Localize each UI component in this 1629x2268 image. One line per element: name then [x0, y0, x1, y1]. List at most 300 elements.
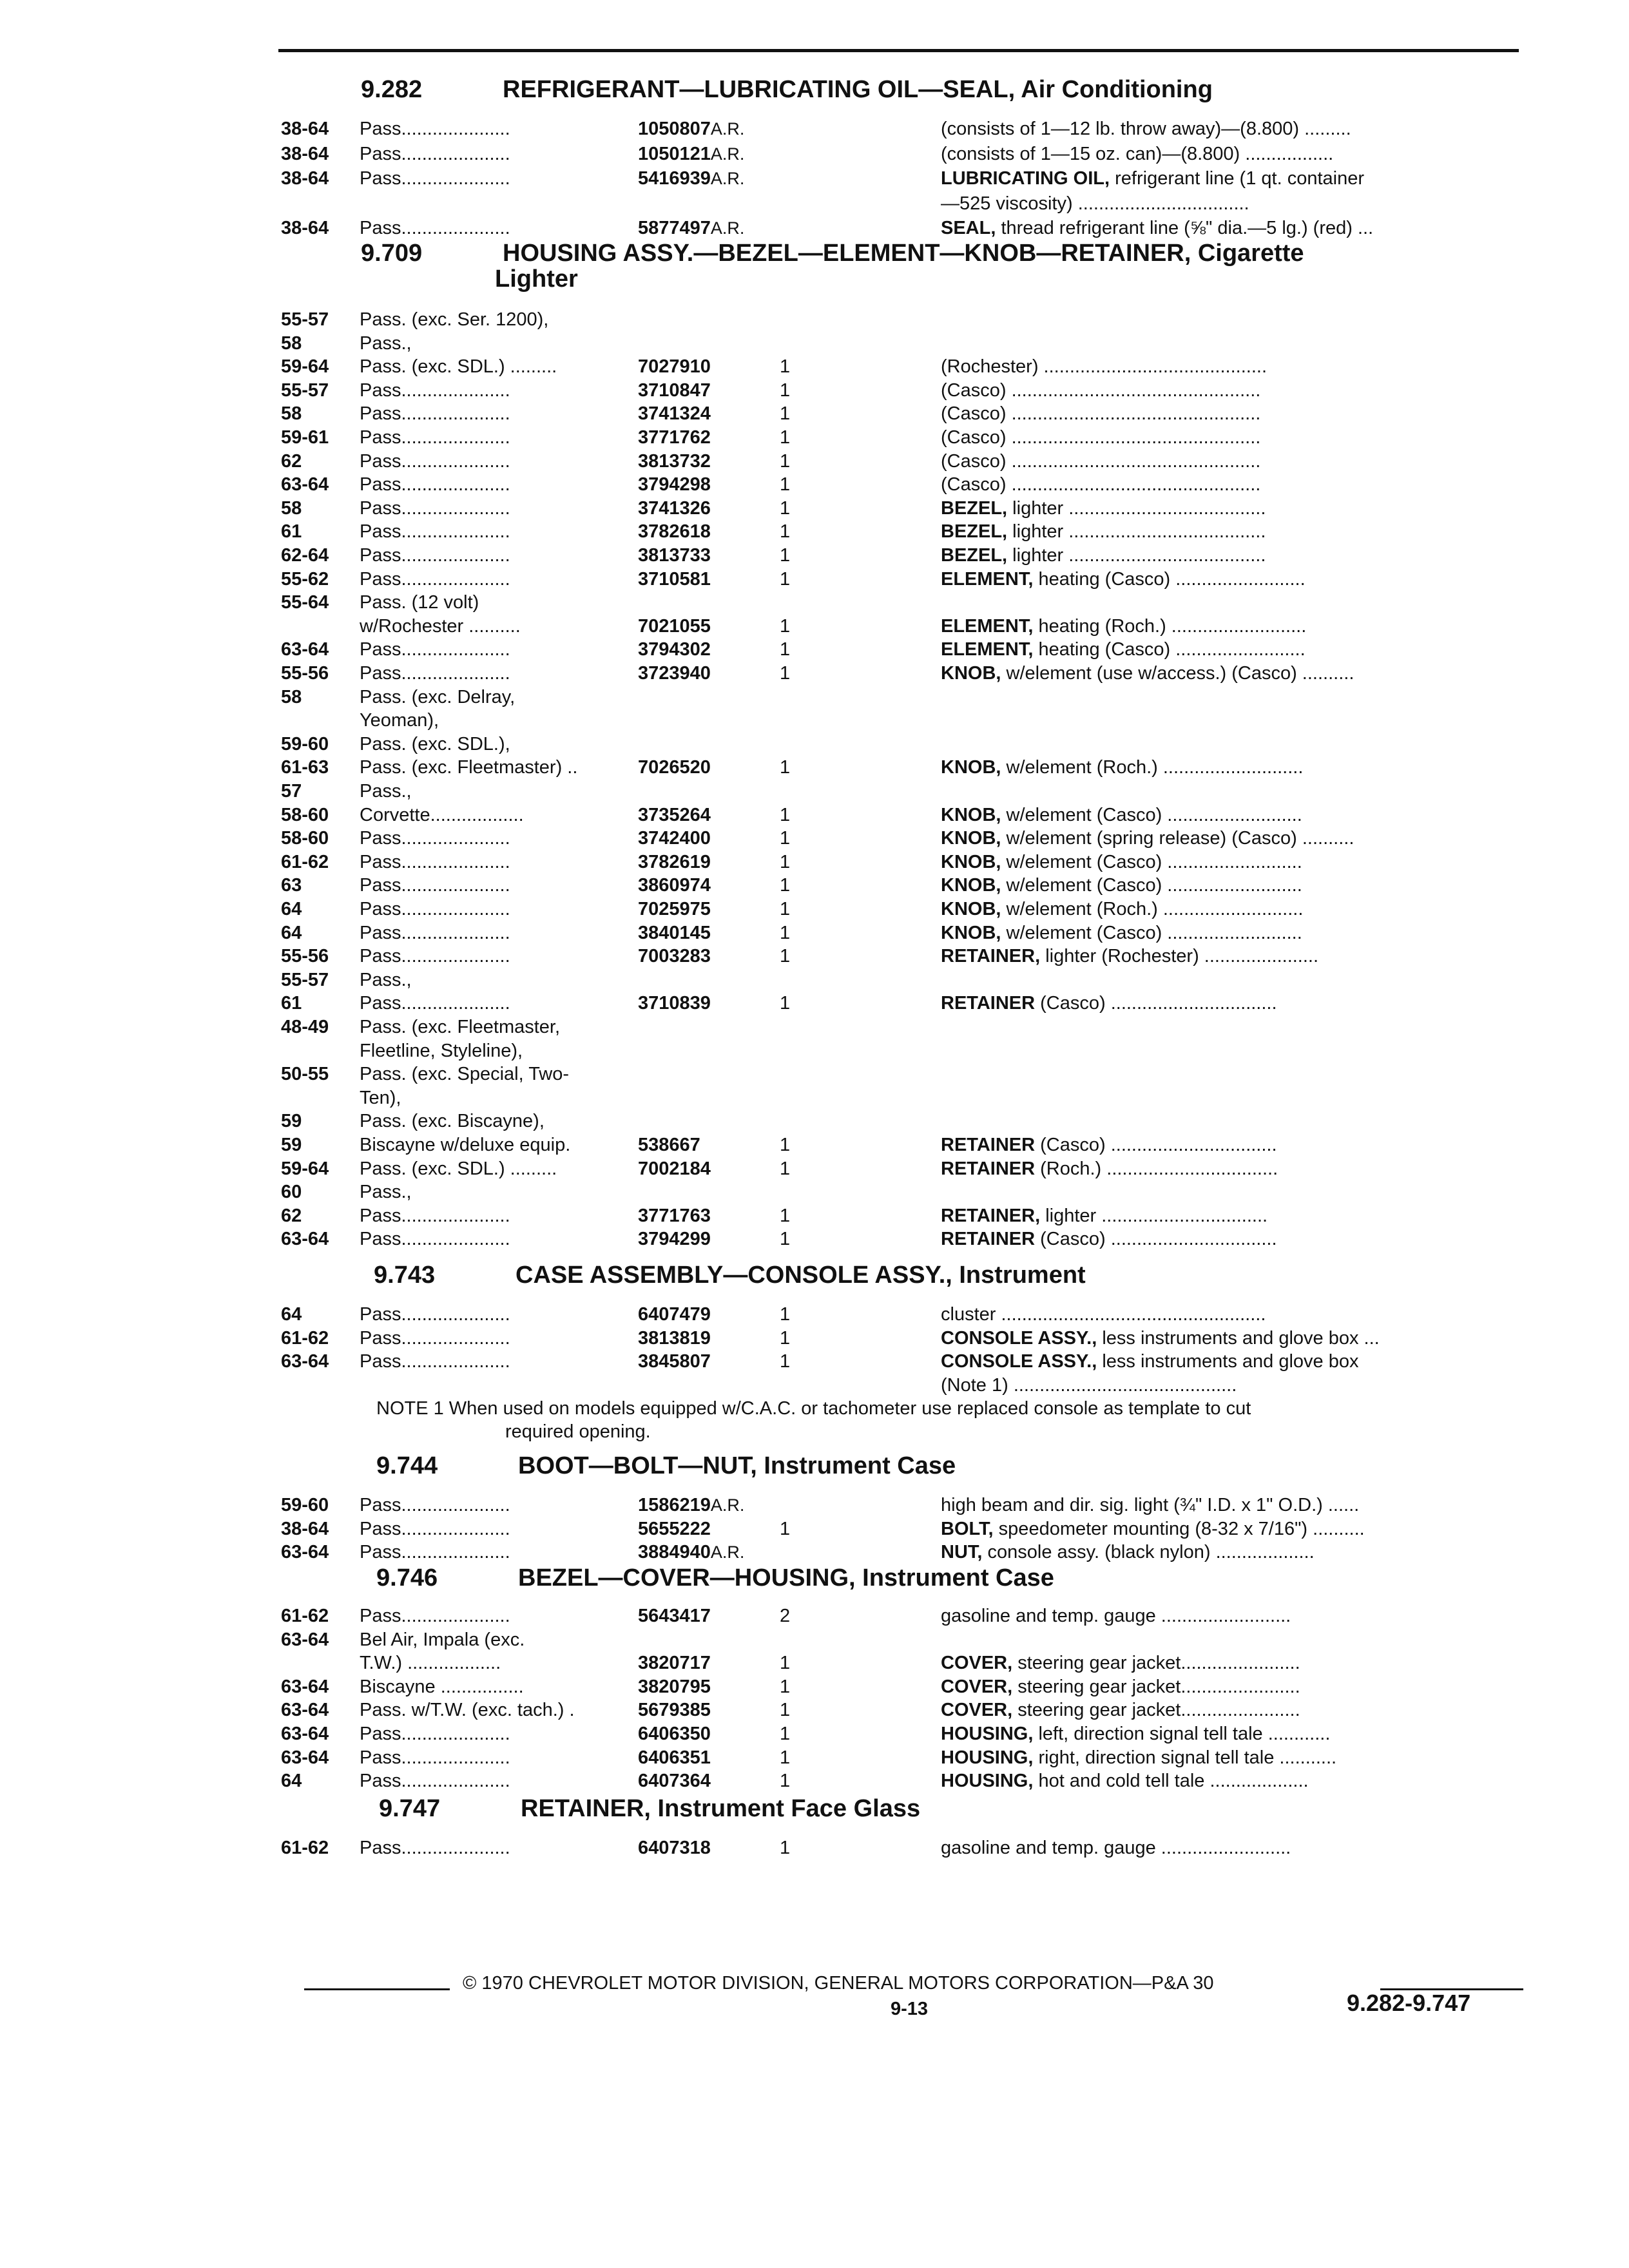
model-description: Pass..................... — [360, 545, 510, 566]
parts-row — [0, 1327, 1629, 1350]
parts-row — [0, 332, 1629, 355]
model-description: Pass..................... — [360, 521, 510, 542]
parts-row — [0, 638, 1629, 661]
model-year: 61 — [281, 993, 302, 1014]
part-description — [941, 827, 1521, 850]
part-detail: w/element (use w/access.) (Casco) .......... — [1001, 663, 1354, 684]
part-description — [941, 426, 1521, 449]
model-description: Pass..................... — [360, 1838, 510, 1858]
model-description: Pass. (exc. Fleetmaster) .. — [360, 757, 578, 778]
model-description: Pass., — [360, 1182, 412, 1202]
parts-row — [0, 662, 1629, 685]
quantity: 1 — [780, 1135, 791, 1155]
part-number — [638, 1746, 793, 1769]
model-description: Pass..................... — [360, 119, 510, 139]
parts-row — [0, 780, 1629, 803]
part-description — [941, 1303, 1521, 1326]
part-name: KNOB, — [941, 852, 1001, 872]
part-detail: w/element (Roch.) ........................... — [1001, 757, 1304, 778]
part-number-value: 3840145 — [638, 923, 711, 943]
model-year: 48-49 — [281, 1017, 329, 1037]
model-year: 38-64 — [281, 168, 329, 189]
part-number-value: 7025975 — [638, 899, 711, 919]
model-description: Pass. (12 volt) — [360, 592, 479, 613]
parts-row — [0, 1062, 1629, 1086]
model-year: 63-64 — [281, 1542, 329, 1562]
model-description: Pass. (exc. Ser. 1200), — [360, 309, 549, 330]
part-detail: (Casco) ................................................ — [941, 474, 1261, 495]
model-year: 59-60 — [281, 734, 329, 754]
parts-row — [0, 1086, 1629, 1110]
part-description — [941, 142, 1521, 166]
model-description: Pass..................... — [360, 1606, 510, 1626]
model-year: 63-64 — [281, 1629, 329, 1650]
model-description: Pass..................... — [360, 474, 510, 495]
part-number-value: 6407479 — [638, 1304, 711, 1325]
model-year: 64 — [281, 923, 302, 943]
parts-row — [0, 402, 1629, 425]
model-description: Pass. (exc. Special, Two- — [360, 1064, 570, 1084]
model-description: Fleetline, Styleline), — [360, 1041, 523, 1061]
model-year: 63-64 — [281, 1229, 329, 1249]
section-range: 9.282-9.747 — [1347, 1990, 1471, 2016]
part-number-value: 3771763 — [638, 1206, 711, 1226]
section-header — [361, 240, 1304, 265]
parts-row — [0, 992, 1629, 1015]
part-number — [638, 662, 793, 685]
part-number-value: 7002184 — [638, 1158, 711, 1179]
model-description: Pass., — [360, 781, 412, 802]
parts-row — [0, 1180, 1629, 1204]
part-name: HOUSING, — [941, 1771, 1034, 1791]
parts-row — [0, 1350, 1629, 1373]
parts-row — [0, 497, 1629, 520]
part-detail: less instruments and glove box ... — [1097, 1328, 1380, 1349]
part-number — [638, 1722, 793, 1745]
part-number-value: 3741326 — [638, 498, 711, 519]
model-description: Pass., — [360, 970, 412, 990]
part-description — [941, 167, 1521, 190]
part-number-value: 6406351 — [638, 1747, 711, 1768]
part-name: COVER, — [941, 1700, 1013, 1720]
part-number-value: 7027910 — [638, 356, 711, 377]
as-required-marker: A.R. — [710, 119, 745, 139]
part-description — [941, 1227, 1521, 1251]
parts-row — [0, 308, 1629, 331]
model-year: 55-62 — [281, 569, 329, 590]
part-number — [638, 1204, 793, 1227]
quantity: 1 — [780, 1328, 791, 1349]
part-number — [638, 1227, 793, 1251]
quantity: 1 — [780, 875, 791, 896]
part-number — [638, 1651, 793, 1675]
model-description: Pass..................... — [360, 899, 510, 919]
part-detail: w/element (Roch.) ........................... — [1001, 899, 1304, 919]
model-description: Pass..................... — [360, 1771, 510, 1791]
parts-row — [0, 850, 1629, 874]
parts-row — [0, 1836, 1629, 1860]
part-number — [638, 497, 793, 520]
part-number-value: 3860974 — [638, 875, 711, 896]
model-description: Pass..................... — [360, 993, 510, 1014]
part-detail: lighter ...................................... — [1007, 521, 1266, 542]
model-year: 38-64 — [281, 119, 329, 139]
model-description: Pass..................... — [360, 1229, 510, 1249]
part-number-value: 3782618 — [638, 521, 711, 542]
part-name: ELEMENT, — [941, 569, 1034, 590]
model-year: 38-64 — [281, 218, 329, 238]
model-description: Pass..................... — [360, 498, 510, 519]
model-year: 58 — [281, 403, 302, 424]
section-title: BOOT—BOLT—NUT, Instrument Case — [518, 1452, 956, 1479]
part-number — [638, 827, 793, 850]
part-detail: heating (Roch.) .......................... — [1033, 616, 1307, 637]
quantity: 1 — [780, 1838, 791, 1858]
part-number — [638, 803, 793, 827]
model-year: 63-64 — [281, 639, 329, 660]
part-number — [638, 1769, 793, 1792]
part-number-value: 3794298 — [638, 474, 711, 495]
parts-row — [0, 733, 1629, 756]
model-year: 62 — [281, 1206, 302, 1226]
model-description: Corvette.................. — [360, 805, 524, 825]
part-detail: less instruments and glove box — [1097, 1351, 1359, 1372]
part-number — [638, 1541, 793, 1564]
part-description — [941, 874, 1521, 897]
quantity: 1 — [780, 403, 791, 424]
part-name: RETAINER, — [941, 1206, 1041, 1226]
model-year: 61-62 — [281, 1838, 329, 1858]
parts-row — [0, 1604, 1629, 1628]
part-name: KNOB, — [941, 663, 1001, 684]
model-description: Bel Air, Impala (exc. — [360, 1629, 525, 1650]
section-number: 9.282 — [361, 76, 423, 103]
section-title: BEZEL—COVER—HOUSING, Instrument Case — [518, 1564, 1054, 1591]
part-number — [638, 1517, 793, 1541]
part-detail: w/element (Casco) .......................... — [1001, 875, 1302, 896]
part-detail: (Casco) ................................................ — [941, 403, 1261, 424]
model-year: 59-64 — [281, 356, 329, 377]
part-number-value: 3710581 — [638, 569, 711, 590]
model-description: Pass. (exc. Biscayne), — [360, 1111, 545, 1131]
parts-row — [0, 1110, 1629, 1133]
part-name: KNOB, — [941, 828, 1001, 849]
parts-row — [0, 426, 1629, 449]
part-name: COVER, — [941, 1653, 1013, 1673]
quantity: 1 — [780, 923, 791, 943]
part-number-value: 3741324 — [638, 403, 711, 424]
quantity: 1 — [780, 1158, 791, 1179]
quantity: 1 — [780, 1351, 791, 1372]
model-description: Pass..................... — [360, 946, 510, 966]
part-name: BEZEL, — [941, 545, 1008, 566]
part-detail: heating (Casco) ......................... — [1033, 639, 1306, 660]
part-detail: (Casco) ................................ — [1035, 1135, 1277, 1155]
part-number — [638, 1836, 793, 1860]
part-detail: (Casco) ................................ — [1035, 1229, 1277, 1249]
note-1-line-2: required opening. — [505, 1421, 651, 1442]
part-description — [941, 803, 1521, 827]
part-number — [638, 945, 793, 968]
part-number — [638, 167, 793, 190]
parts-row — [0, 1769, 1629, 1792]
model-year: 58-60 — [281, 805, 329, 825]
quantity: 1 — [780, 899, 791, 919]
part-number — [638, 216, 793, 240]
model-year: 59-64 — [281, 1158, 329, 1179]
section-number: 9.747 — [379, 1795, 441, 1822]
part-detail: steering gear jacket....................... — [1012, 1653, 1300, 1673]
quantity: 1 — [780, 828, 791, 849]
part-detail: hot and cold tell tale ................... — [1033, 1771, 1309, 1791]
part-description — [941, 1722, 1521, 1745]
parts-row — [0, 803, 1629, 827]
parts-row — [0, 1675, 1629, 1698]
part-number-value: 538667 — [638, 1135, 700, 1155]
part-number — [638, 1494, 793, 1517]
part-description — [941, 117, 1521, 140]
part-description — [941, 1541, 1521, 1564]
part-number — [638, 1133, 793, 1157]
part-number — [638, 142, 793, 166]
part-description — [941, 1350, 1521, 1373]
parts-row — [0, 1746, 1629, 1769]
parts-row — [0, 1517, 1629, 1541]
part-number — [638, 615, 793, 638]
parts-row — [0, 591, 1629, 614]
part-description — [941, 638, 1521, 661]
part-description — [941, 1374, 1521, 1397]
part-number — [638, 1675, 793, 1698]
part-description — [941, 921, 1521, 945]
parts-row — [0, 615, 1629, 638]
part-number-value: 1050807 — [638, 119, 711, 139]
part-number — [638, 756, 793, 779]
page-number: 9-13 — [891, 1999, 929, 2019]
part-detail: w/element (Casco) .......................... — [1001, 805, 1302, 825]
part-name: BOLT, — [941, 1519, 994, 1539]
part-detail: (Roch.) ................................. — [1035, 1158, 1278, 1179]
model-year: 55-57 — [281, 309, 329, 330]
part-detail: right, direction signal tell tale ........... — [1033, 1747, 1337, 1768]
part-number — [638, 402, 793, 425]
as-required-marker: A.R. — [710, 1495, 745, 1515]
model-year: 61-62 — [281, 1328, 329, 1349]
model-description: Pass..................... — [360, 1724, 510, 1744]
section-header — [376, 1452, 956, 1478]
part-detail: w/element (Casco) .......................... — [1001, 852, 1302, 872]
model-year: 60 — [281, 1182, 302, 1202]
part-description — [941, 756, 1521, 779]
model-description: Pass..................... — [360, 1495, 510, 1515]
part-name: KNOB, — [941, 757, 1001, 778]
part-description — [941, 402, 1521, 425]
part-detail: high beam and dir. sig. light (¾" I.D. x 1" O.D.) ...... — [941, 1495, 1360, 1515]
part-description — [941, 1204, 1521, 1227]
model-description: Pass..................... — [360, 828, 510, 849]
model-description: Pass..................... — [360, 569, 510, 590]
part-detail: lighter ................................ — [1040, 1206, 1268, 1226]
part-description — [941, 850, 1521, 874]
model-year: 64 — [281, 899, 302, 919]
part-description — [941, 1133, 1521, 1157]
quantity: 1 — [780, 427, 791, 448]
footer-copyright: © 1970 CHEVROLET MOTOR DIVISION, GENERAL MOTORS CORPORATION—P&A 30 — [463, 1973, 1214, 1994]
part-number-value: 7026520 — [638, 757, 711, 778]
quantity: 1 — [780, 993, 791, 1014]
part-name: SEAL, — [941, 218, 996, 238]
quantity: 1 — [780, 1771, 791, 1791]
parts-row — [0, 874, 1629, 897]
part-name: RETAINER — [941, 993, 1036, 1014]
model-year: 59-60 — [281, 1495, 329, 1515]
section-header — [376, 1564, 1054, 1590]
parts-row — [0, 827, 1629, 850]
part-name: KNOB, — [941, 805, 1001, 825]
quantity: 1 — [780, 451, 791, 472]
part-detail: w/element (Casco) .......................... — [1001, 923, 1302, 943]
part-description — [941, 568, 1521, 591]
model-year: 63 — [281, 875, 302, 896]
quantity: 1 — [780, 1724, 791, 1744]
part-name: RETAINER, — [941, 946, 1041, 966]
part-name: HOUSING, — [941, 1724, 1034, 1744]
part-number — [638, 898, 793, 921]
part-detail: speedometer mounting (8-32 x 7/16") .......... — [993, 1519, 1365, 1539]
part-description — [941, 497, 1521, 520]
parts-row — [0, 1698, 1629, 1722]
model-description: Biscayne w/deluxe equip. — [360, 1135, 571, 1155]
model-description: Pass..................... — [360, 168, 510, 189]
model-description: Pass..................... — [360, 218, 510, 238]
quantity: 1 — [780, 805, 791, 825]
quantity: 1 — [780, 521, 791, 542]
model-description: w/Rochester .......... — [360, 616, 521, 637]
part-detail: gasoline and temp. gauge ......................... — [941, 1838, 1291, 1858]
part-number-value: 3884940 — [638, 1542, 711, 1562]
part-name: NUT, — [941, 1542, 983, 1562]
part-description — [941, 615, 1521, 638]
part-detail: w/element (spring release) (Casco) .......... — [1001, 828, 1354, 849]
model-year: 50-55 — [281, 1064, 329, 1084]
model-description: Pass..................... — [360, 1542, 510, 1562]
part-number — [638, 520, 793, 543]
part-name: ELEMENT, — [941, 616, 1034, 637]
model-year: 57 — [281, 781, 302, 802]
part-number — [638, 1303, 793, 1326]
part-description — [941, 544, 1521, 567]
model-year: 62-64 — [281, 545, 329, 566]
part-name: RETAINER — [941, 1229, 1036, 1249]
part-number — [638, 379, 793, 402]
part-description — [941, 1604, 1521, 1628]
quantity: 1 — [780, 474, 791, 495]
part-name: ELEMENT, — [941, 639, 1034, 660]
quantity: 1 — [780, 380, 791, 401]
part-number — [638, 568, 793, 591]
part-detail: (Casco) ................................................ — [941, 427, 1261, 448]
part-number-value: 3782619 — [638, 852, 711, 872]
part-detail: (Note 1) ........................................... — [941, 1375, 1237, 1396]
part-detail: steering gear jacket....................... — [1012, 1700, 1300, 1720]
part-number-value: 6407318 — [638, 1838, 711, 1858]
parts-row — [0, 686, 1629, 709]
model-description: Pass..................... — [360, 380, 510, 401]
parts-row — [0, 921, 1629, 945]
parts-row — [0, 1157, 1629, 1180]
parts-row — [0, 709, 1629, 732]
section-title: RETAINER, Instrument Face Glass — [521, 1795, 921, 1822]
quantity: 1 — [780, 1206, 791, 1226]
quantity: 1 — [780, 356, 791, 377]
parts-row — [0, 1039, 1629, 1062]
model-year: 64 — [281, 1771, 302, 1791]
parts-row — [0, 379, 1629, 402]
part-name: CONSOLE ASSY., — [941, 1328, 1097, 1349]
part-description — [941, 1698, 1521, 1722]
model-description: Biscayne ................ — [360, 1677, 524, 1697]
part-detail: (Casco) ................................................ — [941, 380, 1261, 401]
part-number-value: 3735264 — [638, 805, 711, 825]
part-name: RETAINER — [941, 1158, 1036, 1179]
part-description — [941, 1746, 1521, 1769]
parts-row — [0, 216, 1629, 240]
model-year: 55-57 — [281, 380, 329, 401]
model-description: Pass..................... — [360, 1747, 510, 1768]
part-number — [638, 992, 793, 1015]
part-number-value: 3771762 — [638, 427, 711, 448]
model-year: 55-57 — [281, 970, 329, 990]
part-number-value: 7003283 — [638, 946, 711, 966]
model-description: Ten), — [360, 1088, 401, 1108]
model-description: Pass. w/T.W. (exc. tach.) . — [360, 1700, 575, 1720]
part-description — [941, 379, 1521, 402]
part-description — [941, 1494, 1521, 1517]
part-number — [638, 355, 793, 378]
parts-row — [0, 1133, 1629, 1157]
part-number-value: 3813732 — [638, 451, 711, 472]
parts-row — [0, 1015, 1629, 1039]
part-name: BEZEL, — [941, 498, 1008, 519]
part-description — [941, 992, 1521, 1015]
part-number-value: 3723940 — [638, 663, 711, 684]
section-title: CASE ASSEMBLY—CONSOLE ASSY., Instrument — [516, 1262, 1086, 1289]
quantity: 1 — [780, 498, 791, 519]
quantity: 1 — [780, 1304, 791, 1325]
part-description — [941, 662, 1521, 685]
model-year: 59 — [281, 1111, 302, 1131]
parts-row — [0, 544, 1629, 567]
part-number — [638, 426, 793, 449]
model-description: Pass..................... — [360, 451, 510, 472]
part-number-value: 7021055 — [638, 616, 711, 637]
parts-row — [0, 1722, 1629, 1745]
part-number — [638, 1350, 793, 1373]
parts-row — [0, 117, 1629, 140]
part-number — [638, 473, 793, 496]
model-year: 63-64 — [281, 1747, 329, 1768]
as-required-marker: A.R. — [710, 144, 745, 164]
part-description — [941, 450, 1521, 473]
top-rule — [278, 49, 1519, 52]
quantity: 1 — [780, 1677, 791, 1697]
quantity: 1 — [780, 757, 791, 778]
model-description: Pass..................... — [360, 1351, 510, 1372]
section-number: 9.746 — [376, 1564, 438, 1591]
model-year: 61-62 — [281, 852, 329, 872]
section-header — [361, 76, 1213, 102]
parts-row — [0, 1628, 1629, 1651]
